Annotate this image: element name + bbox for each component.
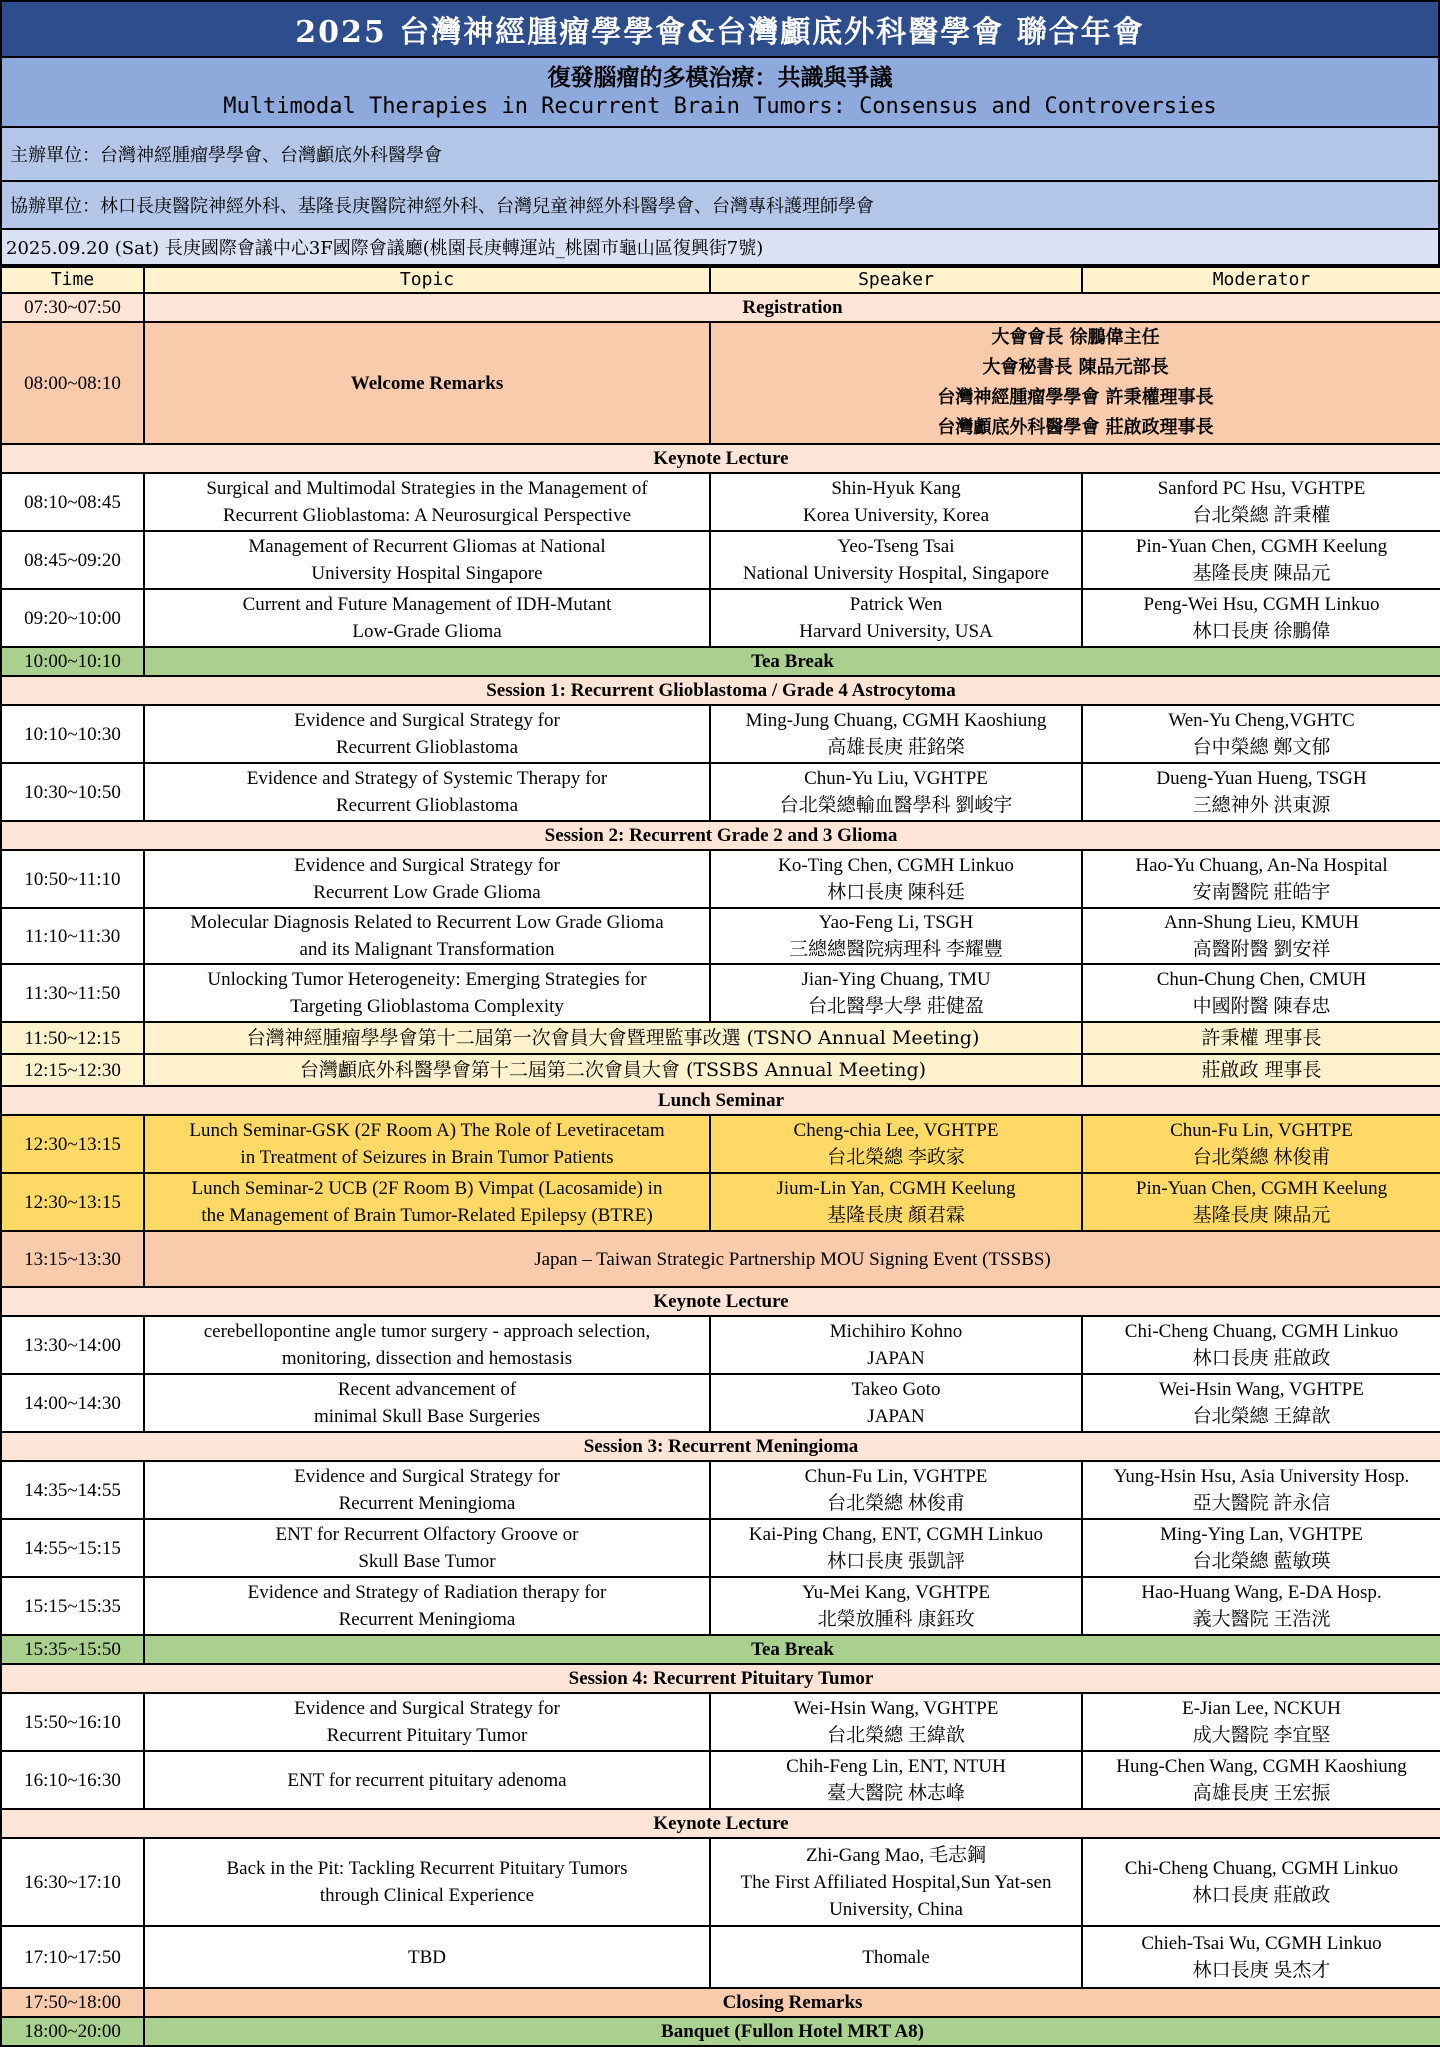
talk-topic-line: and its Malignant Transformation (299, 939, 555, 960)
talk-time: 16:30~17:10 (1, 1838, 144, 1926)
keynote-1-row (1, 531, 1440, 589)
talk-topic (144, 705, 710, 763)
talk-topic-line: Recurrent Low Grade Glioma (313, 882, 541, 903)
talk-speaker (710, 705, 1082, 763)
talk-moderator-line: Yung-Hsin Hsu, Asia University Hosp. (1113, 1466, 1410, 1487)
column-header-speaker: Speaker (710, 267, 1082, 293)
tssbs-meeting-chair: 莊啟政 理事長 (1082, 1054, 1440, 1086)
talk-moderator (1082, 1316, 1440, 1374)
talk-moderator-line: Dueng-Yuan Hueng, TSGH (1156, 768, 1367, 789)
talk-speaker (710, 589, 1082, 647)
banquet-row-label: Banquet (Fullon Hotel MRT A8) (144, 2017, 1440, 2046)
talk-speaker (710, 473, 1082, 531)
talk-moderator (1082, 763, 1440, 821)
talk-speaker (710, 964, 1082, 1022)
welcome-speakers-line: 大會秘書長 陳品元部長 (982, 357, 1169, 378)
talk-topic-line: Recurrent Glioblastoma: A Neurosurgical Perspective (222, 505, 632, 526)
talk-time: 10:30~10:50 (1, 763, 144, 821)
talk-time: 12:30~13:15 (1, 1173, 144, 1231)
session-4-header-label: Session 4: Recurrent Pituitary Tumor (1, 1664, 1440, 1693)
talk-time: 15:50~16:10 (1, 1693, 144, 1751)
talk-moderator-line: 基隆長庚 陳品元 (1192, 563, 1331, 584)
welcome-speakers-line: 台灣顱底外科醫學會 莊啟政理事長 (937, 417, 1214, 438)
talk-moderator (1082, 1838, 1440, 1926)
talk-topic (144, 589, 710, 647)
talk-speaker-line: Zhi-Gang Mao, 毛志鋼 (806, 1844, 986, 1866)
welcome-speakers-line: 台灣神經腫瘤學學會 許秉權理事長 (937, 387, 1214, 408)
talk-time: 13:30~14:00 (1, 1316, 144, 1374)
talk-topic-line: Evidence and Surgical Strategy for (294, 1466, 560, 1487)
talk-speaker-line: JAPAN (867, 1348, 925, 1369)
talk-moderator-line: Ann-Shung Lieu, KMUH (1164, 912, 1359, 933)
talk-moderator-line: 台中榮總 鄭文郁 (1192, 737, 1331, 758)
talk-moderator (1082, 705, 1440, 763)
talk-speaker-line: Shin-Hyuk Kang (831, 478, 961, 499)
talk-speaker-line: University, China (829, 1898, 963, 1920)
talk-topic (144, 763, 710, 821)
talk-topic-line: Molecular Diagnosis Related to Recurrent Low Grade Glioma (190, 912, 664, 933)
talk-speaker-line: 林口長庚 張凱評 (827, 1551, 965, 1572)
tea-break-2 (1, 1635, 1440, 1664)
talk-time: 08:10~08:45 (1, 473, 144, 531)
event-title: 2025 台灣神經腫瘤學學會&台灣顱底外科醫學會 聯合年會 (0, 0, 1440, 58)
talk-topic-line: Current and Future Management of IDH-Mutant (242, 594, 612, 615)
talk-topic-line: TBD (408, 1946, 446, 1968)
talk-speaker (710, 1519, 1082, 1577)
talk-speaker-line: Harvard University, USA (799, 621, 993, 642)
talk-speaker-line: Chih-Feng Lin, ENT, NTUH (786, 1756, 1006, 1777)
closing-row-time: 17:50~18:00 (1, 1988, 144, 2017)
welcome-speakers (710, 322, 1440, 444)
lunch-seminar-row (1, 1173, 1440, 1231)
talk-topic-line: Recent advancement of (337, 1379, 517, 1400)
talk-topic (144, 1316, 710, 1374)
talk-moderator (1082, 531, 1440, 589)
talk-moderator-line: Pin-Yuan Chen, CGMH Keelung (1135, 1178, 1388, 1199)
talk-time: 14:35~14:55 (1, 1461, 144, 1519)
talk-moderator (1082, 1115, 1440, 1173)
tssbs-meeting-row (1, 1054, 1440, 1086)
talk-speaker-line: 台北榮總 李政家 (827, 1147, 965, 1168)
talk-topic-line: Recurrent Pituitary Tumor (326, 1725, 528, 1746)
talk-speaker-line: 臺大醫院 林志峰 (827, 1783, 965, 1804)
talk-topic-line: Recurrent Meningioma (338, 1493, 516, 1514)
talk-topic-line: Low-Grade Glioma (352, 621, 502, 642)
banquet-row (1, 2017, 1440, 2046)
talk-topic-line: Surgical and Multimodal Strategies in the Management of (206, 478, 648, 499)
talk-speaker-line: 台北榮總 林俊甫 (827, 1493, 965, 1514)
talk-moderator-line: 林口長庚 吳杰才 (1192, 1960, 1331, 1981)
talk-speaker (710, 1751, 1082, 1809)
talk-topic-line: through Clinical Experience (319, 1885, 535, 1906)
talk-speaker-line: 林口長庚 陳科廷 (827, 882, 965, 903)
registration-row-label: Registration (144, 293, 1440, 322)
welcome-speakers-line: 大會會長 徐鵬偉主任 (991, 327, 1160, 348)
session-4-header (1, 1664, 1440, 1693)
tea-break-1 (1, 647, 1440, 676)
talk-topic (144, 1838, 710, 1926)
talk-moderator-line: Pin-Yuan Chen, CGMH Keelung (1135, 536, 1388, 557)
talk-moderator-line: Wen-Yu Cheng,VGHTC (1168, 710, 1355, 731)
keynote-1-row (1, 589, 1440, 647)
talk-time: 10:50~11:10 (1, 850, 144, 908)
talk-speaker-line: Korea University, Korea (802, 505, 990, 526)
talk-topic-line: Targeting Glioblastoma Complexity (290, 996, 564, 1017)
mou-time: 13:15~13:30 (1, 1231, 144, 1287)
talk-speaker-line: Cheng-chia Lee, VGHTPE (793, 1120, 999, 1141)
talk-speaker-line: Yu-Mei Kang, VGHTPE (801, 1582, 991, 1603)
talk-moderator (1082, 1519, 1440, 1577)
keynote-2-header-label: Keynote Lecture (1, 1287, 1440, 1316)
talk-moderator-line: Chi-Cheng Chuang, CGMH Linkuo (1124, 1858, 1399, 1879)
talk-moderator (1082, 473, 1440, 531)
mou-row (1, 1231, 1440, 1287)
talk-speaker-line: 台北榮總 王緯歆 (827, 1725, 965, 1746)
date-venue: 2025.09.20 (Sat) 長庚國際會議中心3F國際會議廳(桃園長庚轉運站_桃園市龜山區復興街7號) (0, 230, 1440, 266)
talk-speaker (710, 1577, 1082, 1635)
talk-moderator-line: 成大醫院 李宜堅 (1192, 1725, 1331, 1746)
session-2-row (1, 850, 1440, 908)
talk-speaker-line: 高雄長庚 莊銘棨 (827, 737, 965, 758)
talk-topic-line: in Treatment of Seizures in Brain Tumor Patients (240, 1147, 614, 1168)
talk-speaker-line: Takeo Goto (851, 1379, 941, 1400)
session-4-row (1, 1693, 1440, 1751)
session-3-row (1, 1461, 1440, 1519)
talk-speaker-line: 台北榮總輸血醫學科 劉峻宇 (779, 795, 1013, 816)
talk-moderator-line: 三總神外 洪東源 (1192, 795, 1331, 816)
talk-topic-line: Recurrent Meningioma (338, 1609, 516, 1630)
session-1-header-label: Session 1: Recurrent Glioblastoma / Grade 4 Astrocytoma (1, 676, 1440, 705)
talk-speaker (710, 1173, 1082, 1231)
talk-time: 14:00~14:30 (1, 1374, 144, 1432)
talk-speaker-line: 基隆長庚 顏君霖 (827, 1205, 965, 1226)
talk-time: 11:30~11:50 (1, 964, 144, 1022)
talk-moderator-line: Hao-Yu Chuang, An-Na Hospital (1135, 855, 1388, 876)
talk-speaker (710, 1316, 1082, 1374)
session-1-row (1, 763, 1440, 821)
talk-topic-line: Skull Base Tumor (358, 1551, 496, 1572)
talk-speaker (710, 1115, 1082, 1173)
keynote-1-header (1, 444, 1440, 473)
talk-speaker-line: Patrick Wen (849, 594, 943, 615)
talk-topic-line: monitoring, dissection and hemostasis (281, 1348, 573, 1369)
talk-moderator-line: 高醫附醫 劉安祥 (1192, 939, 1331, 960)
talk-moderator-line: Hung-Chen Wang, CGMH Kaoshiung (1116, 1756, 1407, 1777)
talk-speaker (710, 531, 1082, 589)
talk-speaker-line: National University Hospital, Singapore (742, 563, 1050, 584)
talk-topic-line: ENT for Recurrent Olfactory Groove or (275, 1524, 579, 1545)
session-1-header (1, 676, 1440, 705)
talk-topic-line: Evidence and Surgical Strategy for (294, 1698, 560, 1719)
talk-speaker (710, 1461, 1082, 1519)
talk-speaker (710, 908, 1082, 964)
talk-topic-line: Lunch Seminar-2 UCB (2F Room B) Vimpat (Lacosamide) in (191, 1178, 663, 1199)
registration-row (1, 293, 1440, 322)
talk-topic (144, 908, 710, 964)
session-1-row (1, 705, 1440, 763)
talk-moderator-line: 義大醫院 王浩洸 (1192, 1609, 1331, 1630)
talk-topic-line: Evidence and Surgical Strategy for (294, 855, 560, 876)
co-organizers: 協辦單位：林口長庚醫院神經外科、基隆長庚醫院神經外科、台灣兒童神經外科醫學會、台灣專科護理師學會 (0, 182, 1440, 230)
talk-speaker-line: Jian-Ying Chuang, TMU (801, 969, 991, 990)
talk-time: 10:10~10:30 (1, 705, 144, 763)
tssbs-meeting-time: 12:15~12:30 (1, 1054, 144, 1086)
talk-moderator-line: Chun-Fu Lin, VGHTPE (1170, 1120, 1353, 1141)
talk-topic (144, 1374, 710, 1432)
talk-speaker-line: Yeo-Tseng Tsai (837, 536, 955, 557)
talk-moderator-line: 林口長庚 徐鵬偉 (1192, 621, 1331, 642)
keynote-1-header-label: Keynote Lecture (1, 444, 1440, 473)
talk-moderator (1082, 589, 1440, 647)
talk-speaker-line: 三總總醫院病理科 李耀豐 (789, 939, 1003, 960)
talk-speaker (710, 763, 1082, 821)
talk-moderator-line: Hao-Huang Wang, E-DA Hosp. (1141, 1582, 1382, 1603)
talk-topic (144, 850, 710, 908)
talk-time: 17:10~17:50 (1, 1926, 144, 1988)
talk-speaker-line: The First Affiliated Hospital,Sun Yat-sen (740, 1871, 1052, 1893)
talk-moderator-line: 高雄長庚 王宏振 (1192, 1783, 1331, 1804)
talk-speaker-line: Chun-Fu Lin, VGHTPE (804, 1466, 988, 1487)
talk-speaker-line: Chun-Yu Liu, VGHTPE (804, 768, 988, 789)
session-3-row (1, 1519, 1440, 1577)
banquet-row-time: 18:00~20:00 (1, 2017, 144, 2046)
talk-speaker-line: Kai-Ping Chang, ENT, CGMH Linkuo (748, 1524, 1044, 1545)
talk-topic-line: Evidence and Strategy of Systemic Therapy for (246, 768, 608, 789)
talk-moderator-line: Peng-Wei Hsu, CGMH Linkuo (1143, 594, 1380, 615)
welcome-time: 08:00~08:10 (1, 322, 144, 444)
tea-break-1-time: 10:00~10:10 (1, 647, 144, 676)
session-3-row (1, 1577, 1440, 1635)
talk-speaker (710, 1838, 1082, 1926)
talk-topic (144, 1519, 710, 1577)
talk-moderator (1082, 1693, 1440, 1751)
registration-row-time: 07:30~07:50 (1, 293, 144, 322)
talk-speaker-line: 北榮放腫科 康鈺玫 (817, 1609, 975, 1630)
talk-speaker-line: Michihiro Kohno (829, 1321, 963, 1342)
session-2-row (1, 908, 1440, 964)
talk-topic (144, 1751, 710, 1809)
talk-speaker (710, 850, 1082, 908)
talk-speaker (710, 1693, 1082, 1751)
talk-moderator-line: 台北榮總 王緯歆 (1192, 1406, 1331, 1427)
session-3-header (1, 1432, 1440, 1461)
talk-speaker (710, 1374, 1082, 1432)
theme-title-en: Multimodal Therapies in Recurrent Brain Tumors: Consensus and Controversies (223, 94, 1217, 119)
talk-speaker-line: Yao-Feng Li, TSGH (818, 912, 974, 933)
talk-topic-line: Management of Recurrent Gliomas at National (248, 536, 606, 557)
talk-topic (144, 1926, 710, 1988)
column-header-row (1, 267, 1440, 293)
talk-speaker-line: Jium-Lin Yan, CGMH Keelung (776, 1178, 1016, 1199)
talk-time: 11:10~11:30 (1, 908, 144, 964)
talk-speaker (710, 1926, 1082, 1988)
session-2-row (1, 964, 1440, 1022)
talk-time: 08:45~09:20 (1, 531, 144, 589)
keynote-2-row (1, 1374, 1440, 1432)
talk-time: 16:10~16:30 (1, 1751, 144, 1809)
talk-moderator-line: 基隆長庚 陳品元 (1192, 1205, 1331, 1226)
talk-topic-line: ENT for recurrent pituitary adenoma (287, 1769, 567, 1791)
host-organizers: 主辦單位：台灣神經腫瘤學學會、台灣顱底外科醫學會 (0, 128, 1440, 182)
talk-time: 14:55~15:15 (1, 1519, 144, 1577)
talk-topic-line: the Management of Brain Tumor-Related Epilepsy (BTRE) (201, 1205, 653, 1226)
session-2-header (1, 821, 1440, 850)
tsno-meeting-chair: 許秉權 理事長 (1082, 1022, 1440, 1054)
talk-moderator-line: 台北榮總 藍敏瑛 (1192, 1551, 1331, 1572)
keynote-3-row (1, 1926, 1440, 1988)
talk-moderator (1082, 964, 1440, 1022)
tea-break-1-label: Tea Break (144, 647, 1440, 676)
talk-topic (144, 1577, 710, 1635)
session-4-row (1, 1751, 1440, 1809)
talk-moderator-line: Sanford PC Hsu, VGHTPE (1157, 478, 1366, 499)
keynote-3-header-label: Keynote Lecture (1, 1809, 1440, 1838)
talk-moderator (1082, 850, 1440, 908)
talk-moderator (1082, 1577, 1440, 1635)
talk-moderator-line: 中國附醫 陳春忠 (1192, 996, 1331, 1017)
talk-topic-line: cerebellopontine angle tumor surgery - approach selection, (203, 1321, 651, 1342)
talk-topic-line: Evidence and Strategy of Radiation therapy for (247, 1582, 607, 1603)
talk-topic-line: Evidence and Surgical Strategy for (294, 710, 560, 731)
column-header-topic: Topic (144, 267, 710, 293)
mou-label: Japan – Taiwan Strategic Partnership MOU Signing Event (TSSBS) (144, 1231, 1440, 1287)
talk-topic (144, 964, 710, 1022)
talk-topic (144, 1693, 710, 1751)
tsno-meeting-row (1, 1022, 1440, 1054)
talk-moderator-line: 台北榮總 林俊甫 (1192, 1147, 1331, 1168)
talk-moderator-line: E-Jian Lee, NCKUH (1182, 1698, 1341, 1719)
theme-banner (0, 58, 1440, 128)
talk-moderator-line: Chun-Chung Chen, CMUH (1156, 969, 1367, 990)
talk-time: 12:30~13:15 (1, 1115, 144, 1173)
closing-row (1, 1988, 1440, 2017)
talk-time: 09:20~10:00 (1, 589, 144, 647)
talk-topic (144, 1173, 710, 1231)
talk-moderator (1082, 1461, 1440, 1519)
column-header-moderator: Moderator (1082, 267, 1440, 293)
talk-speaker-line: Thomale (862, 1946, 930, 1968)
talk-moderator (1082, 1751, 1440, 1809)
talk-speaker-line: JAPAN (867, 1406, 925, 1427)
talk-topic-line: University Hospital Singapore (311, 563, 543, 584)
talk-moderator-line: Ming-Ying Lan, VGHTPE (1160, 1524, 1363, 1545)
lunch-seminar-row (1, 1115, 1440, 1173)
closing-row-label: Closing Remarks (144, 1988, 1440, 2017)
column-header-time: Time (1, 267, 144, 293)
talk-topic (144, 1115, 710, 1173)
talk-moderator (1082, 908, 1440, 964)
session-3-header-label: Session 3: Recurrent Meningioma (1, 1432, 1440, 1461)
talk-speaker-line: Ko-Ting Chen, CGMH Linkuo (778, 855, 1014, 876)
talk-topic (144, 531, 710, 589)
talk-speaker-line: Ming-Jung Chuang, CGMH Kaoshiung (745, 710, 1047, 731)
keynote-3-header (1, 1809, 1440, 1838)
talk-topic-line: minimal Skull Base Surgeries (313, 1406, 541, 1427)
talk-topic-line: Unlocking Tumor Heterogeneity: Emerging Strategies for (207, 969, 647, 990)
lunch-seminar-header (1, 1086, 1440, 1115)
tsno-meeting-topic: 台灣神經腫瘤學學會第十二屆第一次會員大會暨理監事改選 (TSNO Annual Meeting) (144, 1022, 1082, 1054)
schedule-table (0, 266, 1440, 2047)
session-2-header-label: Session 2: Recurrent Grade 2 and 3 Glioma (1, 821, 1440, 850)
talk-moderator (1082, 1926, 1440, 1988)
tsno-meeting-time: 11:50~12:15 (1, 1022, 144, 1054)
keynote-2-header (1, 1287, 1440, 1316)
theme-title-zh: 復發腦瘤的多模治療：共識與爭議 (547, 64, 893, 91)
talk-moderator-line: 台北榮總 許秉權 (1192, 505, 1331, 526)
talk-moderator-line: Chi-Cheng Chuang, CGMH Linkuo (1124, 1321, 1399, 1342)
talk-moderator-line: 安南醫院 莊皓宇 (1192, 882, 1331, 903)
talk-moderator-line: Chieh-Tsai Wu, CGMH Linkuo (1141, 1933, 1382, 1954)
talk-moderator-line: 亞大醫院 許永信 (1192, 1493, 1331, 1514)
talk-topic-line: Back in the Pit: Tackling Recurrent Pituitary Tumors (226, 1858, 628, 1879)
talk-time: 15:15~15:35 (1, 1577, 144, 1635)
talk-topic (144, 473, 710, 531)
keynote-3-row (1, 1838, 1440, 1926)
lunch-seminar-header-label: Lunch Seminar (1, 1086, 1440, 1115)
keynote-2-row (1, 1316, 1440, 1374)
talk-topic-line: Recurrent Glioblastoma (335, 795, 519, 816)
tea-break-2-time: 15:35~15:50 (1, 1635, 144, 1664)
talk-speaker-line: Wei-Hsin Wang, VGHTPE (793, 1698, 999, 1719)
talk-moderator-line: 林口長庚 莊啟政 (1192, 1348, 1331, 1369)
welcome-label: Welcome Remarks (144, 322, 710, 444)
talk-topic (144, 1461, 710, 1519)
keynote-1-row (1, 473, 1440, 531)
talk-speaker-line: 台北醫學大學 莊健盈 (808, 996, 984, 1017)
welcome-row (1, 322, 1440, 444)
tea-break-2-label: Tea Break (144, 1635, 1440, 1664)
talk-moderator-line: Wei-Hsin Wang, VGHTPE (1159, 1379, 1364, 1400)
tssbs-meeting-topic: 台灣顱底外科醫學會第十二屆第二次會員大會 (TSSBS Annual Meeting) (144, 1054, 1082, 1086)
talk-moderator (1082, 1374, 1440, 1432)
talk-topic-line: Lunch Seminar-GSK (2F Room A) The Role of Levetiracetam (189, 1120, 665, 1141)
talk-moderator-line: 林口長庚 莊啟政 (1192, 1885, 1331, 1906)
talk-moderator (1082, 1173, 1440, 1231)
talk-topic-line: Recurrent Glioblastoma (335, 737, 519, 758)
